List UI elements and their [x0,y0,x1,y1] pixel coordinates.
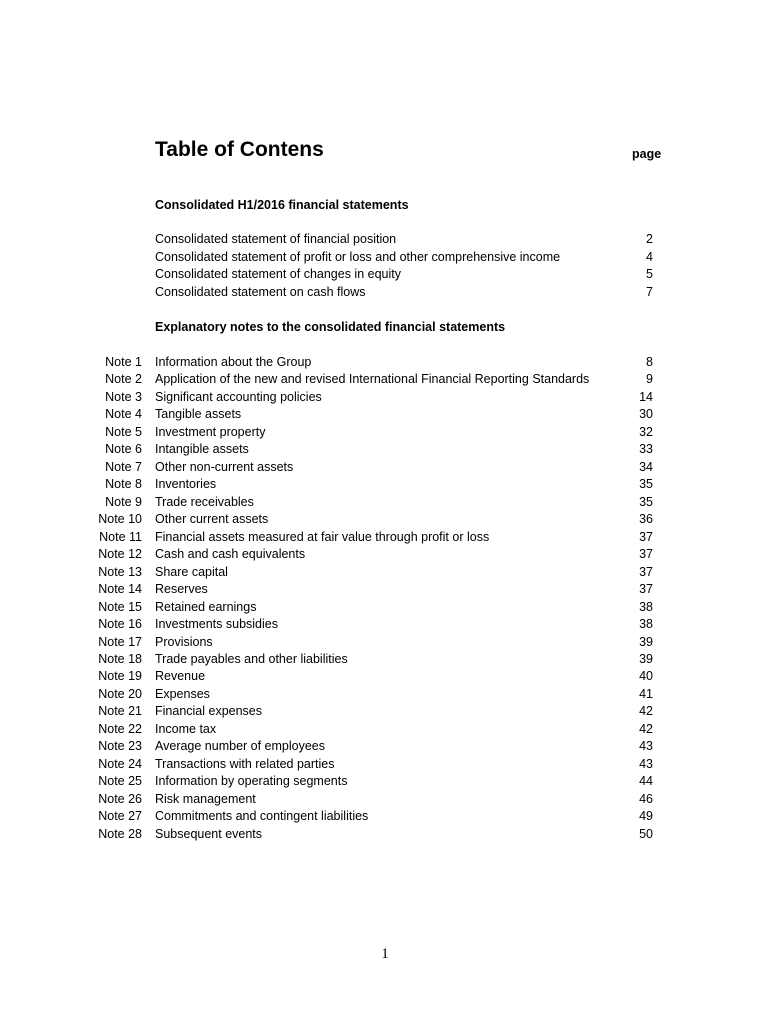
toc-entry-note: Note 15 [98,600,142,614]
toc-entry-label: Inventories [155,477,217,491]
toc-entry-label: Financial assets measured at fair value through profit or loss [155,530,490,544]
toc-entry-note: Note 21 [98,704,142,718]
toc-entry-note: Note 5 [105,425,142,439]
toc-entry-page: 7 [646,285,653,299]
toc-entry [0,231,770,248]
toc-entry-note: Note 26 [98,792,142,806]
toc-entry-page: 49 [639,809,653,823]
toc-entry-page: 38 [639,600,653,614]
toc-entry [0,721,770,738]
toc-entry-label: Other non-current assets [155,460,294,474]
toc-entry-label: Consolidated statement on cash flows [155,285,366,299]
toc-entry-page: 4 [646,250,653,264]
toc-entry-label: Share capital [155,565,228,579]
toc-entry-label: Cash and cash equivalents [155,547,306,561]
toc-entry-note: Note 22 [98,722,142,736]
toc-entry-note: Note 6 [105,442,142,456]
toc-entry-note: Note 27 [98,809,142,823]
toc-entry [0,826,770,843]
toc-entry [0,738,770,755]
toc-entry-page: 38 [639,617,653,631]
toc-entry-page: 46 [639,792,653,806]
toc-entry-label: Consolidated statement of changes in equity [155,267,401,281]
toc-entry [0,651,770,668]
toc-entry-label: Provisions [155,635,213,649]
toc-entry-label: Revenue [155,669,206,683]
toc-entry [0,494,770,511]
toc-entry [0,668,770,685]
toc-entry-page: 8 [646,355,653,369]
toc-entry-label: Trade payables and other liabilities [155,652,348,666]
toc-entry-label: Information about the Group [155,355,312,369]
toc-entry [0,634,770,651]
toc-entry-note: Note 23 [98,739,142,753]
toc-entry-note: Note 14 [98,582,142,596]
toc-entry [0,424,770,441]
toc-entry-note: Note 9 [105,495,142,509]
toc-entry-page: 39 [639,652,653,666]
toc-entry-label: Consolidated statement of financial position [155,232,397,246]
toc-entry-note: Note 7 [105,460,142,474]
toc-entry-note: Note 24 [98,757,142,771]
toc-entry-note: Note 25 [98,774,142,788]
toc-entry [0,249,770,266]
toc-entry-page: 33 [639,442,653,456]
toc-entry-page: 2 [646,232,653,246]
toc-entry-label: Subsequent events [155,827,263,841]
toc-entry-page: 39 [639,635,653,649]
toc-entry-label: Income tax [155,722,217,736]
toc-entry [0,511,770,528]
toc-entry-label: Intangible assets [155,442,249,456]
toc-entry-note: Note 11 [99,530,142,544]
toc-entry-label: Application of the new and revised International Financial Reporting Standards [155,372,590,386]
toc-entry-label: Average number of employees [155,739,326,753]
toc-entry-note: Note 12 [98,547,142,561]
toc-entry [0,581,770,598]
toc-entry-label: Investments subsidies [155,617,278,631]
toc-entry-page: 37 [639,547,653,561]
toc-entry-label: Financial expenses [155,704,263,718]
toc-entry-note: Note 4 [105,407,142,421]
page-column-header: page [632,147,662,161]
toc-entry [0,773,770,790]
toc-entry-note: Note 16 [98,617,142,631]
toc-entry-page: 42 [639,704,653,718]
toc-entry-page: 42 [639,722,653,736]
toc-entry [0,389,770,406]
toc-entry [0,354,770,371]
toc-entry-page: 36 [639,512,653,526]
toc-entry [0,459,770,476]
toc-entry-page: 5 [646,267,653,281]
toc-entry [0,756,770,773]
toc-entry-label: Tangible assets [155,407,242,421]
toc-entry [0,564,770,581]
toc-entry [0,616,770,633]
toc-entry-page: 14 [639,390,653,404]
toc-entry [0,371,770,388]
toc-entry [0,266,770,283]
toc-entry-note: Note 17 [98,635,142,649]
toc-entry-page: 50 [639,827,653,841]
toc-entry-page: 35 [639,477,653,491]
section-heading-financial-statements: Consolidated H1/2016 financial statements [155,198,409,212]
toc-entry-note: Note 10 [98,512,142,526]
toc-entry-page: 37 [639,582,653,596]
toc-entry-note: Note 2 [105,372,142,386]
toc-entry-label: Significant accounting policies [155,390,322,404]
toc-entry-label: Transactions with related parties [155,757,335,771]
toc-entry [0,686,770,703]
toc-entry [0,476,770,493]
toc-entry-label: Information by operating segments [155,774,348,788]
toc-entry-note: Note 8 [105,477,142,491]
toc-entry-label: Commitments and contingent liabilities [155,809,369,823]
toc-entry-page: 32 [639,425,653,439]
footer-page-number: 1 [381,946,389,962]
toc-entry-label: Investment property [155,425,266,439]
toc-entry [0,529,770,546]
toc-entry [0,406,770,423]
toc-entry-page: 43 [639,739,653,753]
toc-entry-label: Other current assets [155,512,269,526]
toc-entry-page: 9 [646,372,653,386]
toc-entry [0,791,770,808]
toc-entry-page: 40 [639,669,653,683]
toc-entry-label: Risk management [155,792,256,806]
toc-entry-label: Trade receivables [155,495,254,509]
toc-entry-page: 37 [639,530,653,544]
toc-entry-note: Note 1 [105,355,142,369]
toc-entry-note: Note 20 [98,687,142,701]
toc-entry-label: Consolidated statement of profit or loss and other comprehensive income [155,250,561,264]
toc-entry-note: Note 18 [98,652,142,666]
toc-entry-page: 43 [639,757,653,771]
toc-entry-label: Retained earnings [155,600,257,614]
toc-entry-page: 35 [639,495,653,509]
toc-entry-note: Note 19 [98,669,142,683]
toc-entry-label: Expenses [155,687,210,701]
toc-entry-label: Reserves [155,582,208,596]
toc-entry-note: Note 28 [98,827,142,841]
toc-entry-note: Note 3 [105,390,142,404]
toc-entry [0,284,770,301]
toc-entry-note: Note 13 [98,565,142,579]
toc-entry-page: 30 [639,407,653,421]
toc-entry [0,546,770,563]
toc-entry-page: 37 [639,565,653,579]
toc-entry [0,599,770,616]
toc-entry [0,441,770,458]
document-title: Table of Contens [155,138,324,161]
toc-entry [0,808,770,825]
toc-entry [0,703,770,720]
toc-entry-page: 44 [639,774,653,788]
toc-entry-page: 41 [639,687,653,701]
section-heading-explanatory-notes: Explanatory notes to the consolidated financial statements [155,320,506,334]
toc-entry-page: 34 [639,460,653,474]
